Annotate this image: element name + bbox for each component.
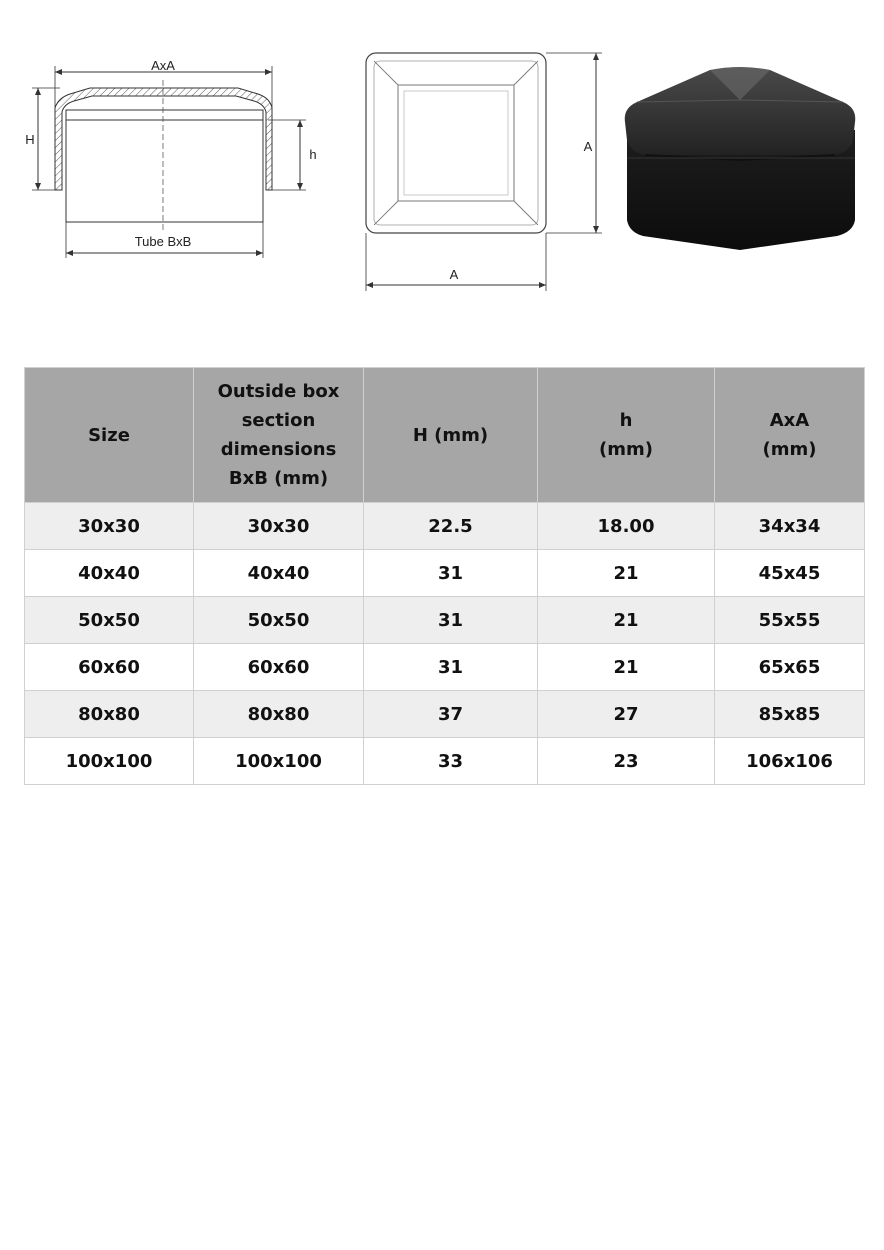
- cell-h-outer: 22.5: [364, 503, 538, 550]
- cell-h-outer: 31: [364, 644, 538, 691]
- cell-size: 40x40: [25, 550, 194, 597]
- cell-axa: 106x106: [715, 738, 865, 785]
- dim-label-h-inner: h: [309, 147, 317, 162]
- cell-axa: 85x85: [715, 691, 865, 738]
- table-row: [25, 597, 865, 644]
- cell-axa: 45x45: [715, 550, 865, 597]
- top-view-drawing: [350, 45, 610, 305]
- cell-outside-dimensions: 40x40: [194, 550, 364, 597]
- cell-outside-dimensions: 50x50: [194, 597, 364, 644]
- table-row: [25, 691, 865, 738]
- cell-outside-dimensions: 60x60: [194, 644, 364, 691]
- cell-h-inner: 21: [538, 644, 715, 691]
- cell-h-outer: 31: [364, 550, 538, 597]
- dim-label-axa: AxA: [151, 58, 175, 73]
- table-row: [25, 644, 865, 691]
- cell-h-inner: 27: [538, 691, 715, 738]
- table-header-row: [25, 368, 865, 503]
- cell-axa: 34x34: [715, 503, 865, 550]
- cell-h-inner: 21: [538, 597, 715, 644]
- cell-size: 50x50: [25, 597, 194, 644]
- cell-h-inner: 21: [538, 550, 715, 597]
- dim-label-tube: Tube BxB: [134, 234, 192, 249]
- cell-outside-dimensions: 80x80: [194, 691, 364, 738]
- dim-label-a-horizontal: A: [449, 267, 459, 282]
- cell-h-outer: 31: [364, 597, 538, 644]
- cell-h-outer: 33: [364, 738, 538, 785]
- cell-size: 80x80: [25, 691, 194, 738]
- cell-axa: 65x65: [715, 644, 865, 691]
- cell-axa: 55x55: [715, 597, 865, 644]
- header-size: Size: [25, 368, 194, 503]
- cell-h-inner: 18.00: [538, 503, 715, 550]
- table-row: [25, 738, 865, 785]
- side-section-drawing: [0, 40, 317, 320]
- technical-drawings: [0, 0, 884, 310]
- cell-outside-dimensions: 100x100: [194, 738, 364, 785]
- dimensions-table: [24, 367, 865, 785]
- cell-h-inner: 23: [538, 738, 715, 785]
- dim-label-h-outer: H: [25, 132, 35, 147]
- cell-size: 60x60: [25, 644, 194, 691]
- cell-h-outer: 37: [364, 691, 538, 738]
- header-h-outer: H (mm): [364, 368, 538, 503]
- table-row: [25, 503, 865, 550]
- cell-size: 100x100: [25, 738, 194, 785]
- table-row: [25, 550, 865, 597]
- dim-label-a-vertical: A: [583, 139, 593, 154]
- cell-size: 30x30: [25, 503, 194, 550]
- header-h-inner: h (mm): [538, 368, 715, 503]
- black-end-cap-image: [615, 60, 865, 260]
- cell-outside-dimensions: 30x30: [194, 503, 364, 550]
- header-outside-dimensions: Outside box section dimensions BxB (mm): [194, 368, 364, 503]
- header-axa: AxA (mm): [715, 368, 865, 503]
